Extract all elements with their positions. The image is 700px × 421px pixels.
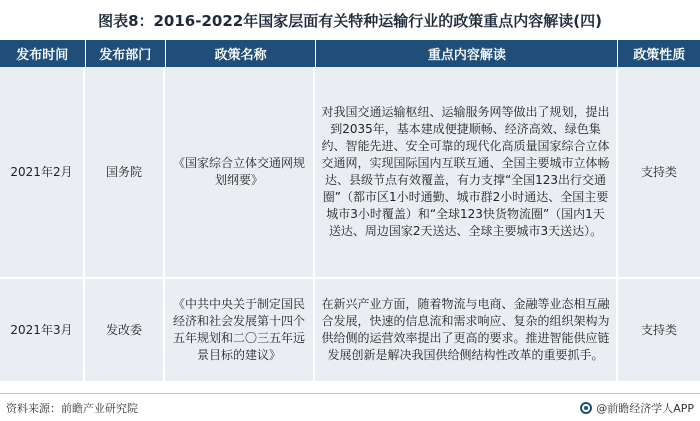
cell-dept: 国务院 (85, 67, 165, 277)
qianzhan-logo-icon (580, 402, 592, 414)
header-policy: 政策名称 (166, 40, 316, 67)
table-row (0, 279, 700, 383)
cell-content (315, 279, 618, 381)
cell-nature: 支持类 (640, 322, 677, 337)
page-title: 图表8：2016-2022年国家层面有关特种运输行业的政策重点内容解读(四) (98, 11, 602, 30)
cell-policy: 《国家综合立体交通网规划纲要》 (165, 67, 315, 277)
cell-date: 2021年2月 (0, 67, 85, 277)
header-nature: 政策性质 (633, 48, 686, 63)
header-content: 重点内容解读 (316, 40, 618, 67)
cell-nature: 支持类 (640, 164, 677, 179)
cell-policy: 《中共中央关于制定国民经济和社会发展第十四个五年规划和二〇三五年远景目标的建议》 (165, 279, 315, 381)
cell-content (315, 67, 618, 277)
cell-date: 2021年3月 (0, 279, 85, 381)
content-text: 对我国交通运输枢纽、运输服务网等做出了规划，提出到2035年，基本建成便捷顺畅、经济高效、绿色集约、智能先进、安全可靠的现代化高质量国家综合立体交通网，实现国际国内互联互通、全国主要城市立体畅达、县级节点有效覆盖，有力支撑“全国123出行交通圈”（都市区1小时通勤、城市群2小时通达、全国主要城市3小时覆盖）和“全球123快货物流圈”（国内1天送达、周边国家2天送达、全球主要城市3天送达）。 (321, 105, 610, 238)
brand-label: @前瞻经济学人APP (596, 401, 694, 415)
content-text: 在新兴产业方面，随着物流与电商、金融等业态相互融合发展，快速的信息流和需求响应、复杂的组织架构为供给侧的运营效率提出了更高的要求。推进智能供应链发展创新是解决我国供给侧结构性改革的重要抓手。 (321, 297, 610, 362)
cell-dept: 发改委 (85, 279, 165, 381)
header-dept: 发布部门 (86, 40, 167, 67)
brand (580, 400, 694, 416)
header-date: 发布时间 (0, 40, 86, 67)
table-row (0, 67, 700, 279)
table-header (0, 40, 700, 67)
footer (0, 393, 700, 421)
source-note: 资料来源：前瞻产业研究院 (6, 401, 138, 415)
policy-table (0, 40, 700, 383)
